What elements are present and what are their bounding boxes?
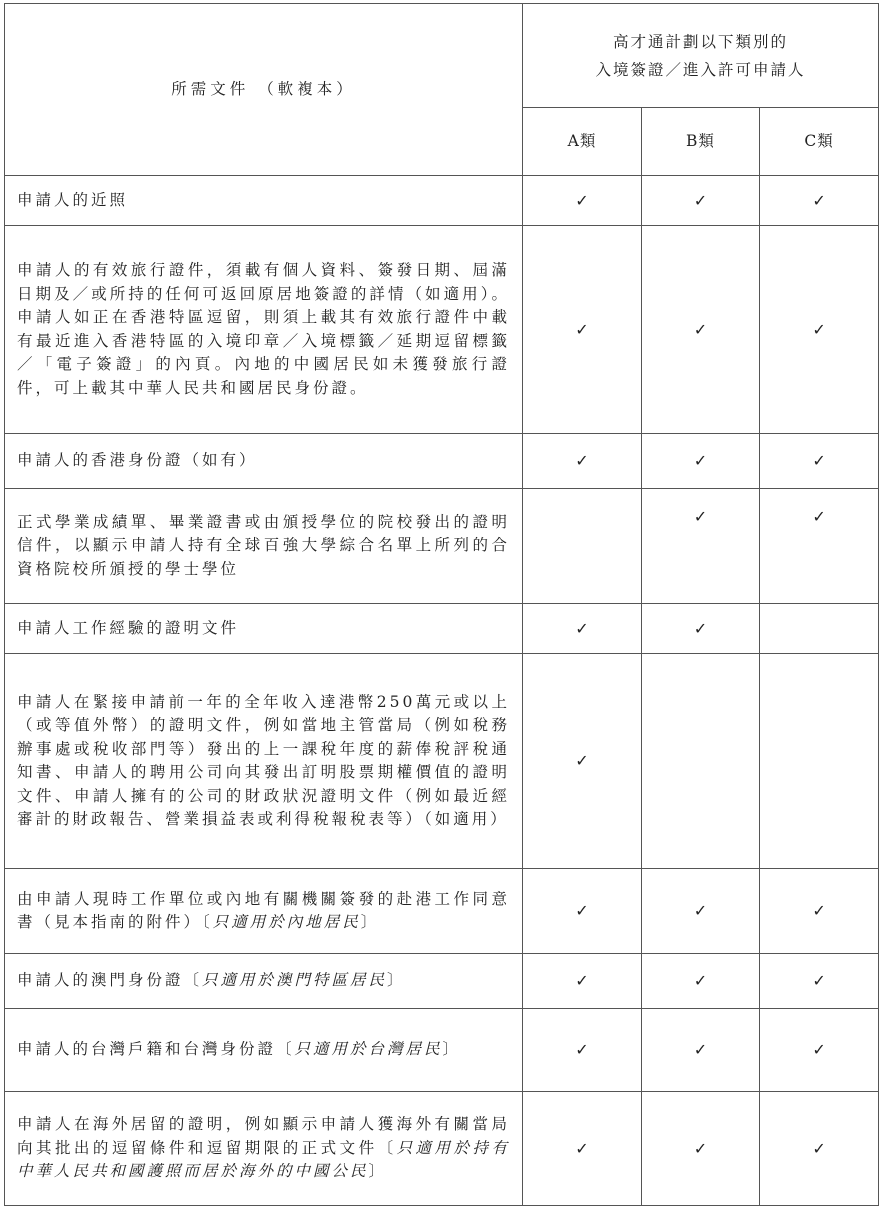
document-description <box>5 654 523 869</box>
category-c-header: C類 <box>760 108 879 176</box>
check-mark-c: ✓ <box>760 226 879 434</box>
check-mark-c <box>760 654 879 869</box>
header-row-top <box>5 4 879 108</box>
document-text: 申請人的近照 <box>17 190 129 209</box>
document-description <box>5 869 523 954</box>
applicability-note: 只適用於持有中華人民共和國護照而居於海外的中國公民 <box>17 1138 510 1181</box>
group-header-line2: 入境簽證／進入許可申請人 <box>595 60 806 79</box>
check-mark-c: ✓ <box>760 869 879 954</box>
category-b-header: B類 <box>642 108 760 176</box>
table-row <box>5 869 879 954</box>
check-mark-a: ✓ <box>523 869 642 954</box>
document-text: 申請人在海外居留的證明，例如顯示申請人獲海外有關當局向其批出的逗留條件和逗留期限的正式文件〔 <box>17 1115 510 1157</box>
applicability-note: 只適用於台灣居民 <box>294 1040 443 1059</box>
check-mark-b <box>642 654 760 869</box>
table-row <box>5 1009 879 1092</box>
check-mark-a: ✓ <box>523 1009 642 1092</box>
document-description <box>5 604 523 654</box>
category-a-header: A類 <box>523 108 642 176</box>
document-text: 申請人的澳門身份證〔 <box>17 971 203 990</box>
check-mark-c: ✓ <box>760 954 879 1009</box>
check-mark-a: ✓ <box>523 1092 642 1206</box>
check-mark-a <box>523 489 642 604</box>
document-description <box>5 954 523 1009</box>
check-mark-b: ✓ <box>642 1009 760 1092</box>
check-mark-c: ✓ <box>760 1009 879 1092</box>
document-text: 申請人的香港身份證（如有） <box>17 451 258 470</box>
document-description <box>5 1092 523 1206</box>
check-mark-b: ✓ <box>642 226 760 434</box>
document-text: 申請人的有效旅行證件，須載有個人資料、簽發日期、屆滿日期及／或所持的任何可返回原居地簽證的詳情（如適用）。申請人如正在香港特區逗留，則須上載其有效旅行證件中載有最近進入香港特區的入境印章／入境標籤／延期逗留標籤／「電子簽證」的內頁。內地的中國居民如未獲發旅行證件，可上載其中華人民共和國居民身份證。 <box>17 261 510 397</box>
documents-table <box>4 3 879 1206</box>
table-row <box>5 489 879 604</box>
check-mark-a: ✓ <box>523 654 642 869</box>
table-row <box>5 654 879 869</box>
document-text: 申請人在緊接申請前一年的全年收入達港幣250萬元或以上（或等值外幣）的證明文件，例如當地主管當局（例如稅務辦事處或稅收部門等）發出的上一課稅年度的薪俸稅評稅通知書、申請人的聘用公司向其發出訂明股票期權價值的證明文件、申請人擁有的公司的財政狀況證明文件（例如最近經審計的財政報告、營業損益表或利得稅報稅表等）（如適用） <box>17 692 510 828</box>
check-mark-a: ✓ <box>523 954 642 1009</box>
check-mark-b: ✓ <box>642 434 760 489</box>
check-mark-b: ✓ <box>642 1092 760 1206</box>
document-description <box>5 176 523 226</box>
table-row <box>5 954 879 1009</box>
table-row <box>5 176 879 226</box>
document-text: 正式學業成績單、畢業證書或由頒授學位的院校發出的證明信件，以顯示申請人持有全球百強大學綜合名單上所列的合資格院校所頒授的學士學位 <box>17 512 510 578</box>
table-row <box>5 604 879 654</box>
document-description <box>5 489 523 604</box>
check-mark-a: ✓ <box>523 434 642 489</box>
check-mark-b: ✓ <box>642 869 760 954</box>
check-mark-c: ✓ <box>760 176 879 226</box>
check-mark-b: ✓ <box>642 604 760 654</box>
note-close-bracket: 〕 <box>368 1162 388 1181</box>
note-close-bracket: 〕 <box>387 971 406 990</box>
document-text: 申請人的台灣戶籍和台灣身份證〔 <box>17 1040 295 1059</box>
applicability-note: 只適用於內地居民 <box>212 913 361 931</box>
document-description <box>5 1009 523 1092</box>
documents-table-body <box>5 176 879 1206</box>
table-row <box>5 1092 879 1206</box>
table-row <box>5 226 879 434</box>
check-mark-c <box>760 604 879 654</box>
check-mark-c: ✓ <box>760 434 879 489</box>
group-header-line1: 高才通計劃以下類別的 <box>613 32 789 51</box>
applicability-note: 只適用於澳門特區居民 <box>202 971 388 990</box>
document-description <box>5 226 523 434</box>
check-mark-b: ✓ <box>642 489 760 604</box>
table-row <box>5 434 879 489</box>
document-text: 由申請人現時工作單位或內地有關機關簽發的赴港工作同意書（見本指南的附件）〔 <box>17 889 510 931</box>
check-mark-c: ✓ <box>760 489 879 604</box>
check-mark-a: ✓ <box>523 176 642 226</box>
check-mark-a: ✓ <box>523 226 642 434</box>
check-mark-c: ✓ <box>760 1092 879 1206</box>
check-mark-a: ✓ <box>523 604 642 654</box>
check-mark-b: ✓ <box>642 176 760 226</box>
note-close-bracket: 〕 <box>442 1040 462 1059</box>
applicant-group-header <box>523 4 879 108</box>
note-close-bracket: 〕 <box>360 913 380 931</box>
check-mark-b: ✓ <box>642 954 760 1009</box>
document-description <box>5 434 523 489</box>
docs-column-header: 所需文件 （軟複本） <box>5 4 523 176</box>
document-text: 申請人工作經驗的證明文件 <box>17 618 240 637</box>
